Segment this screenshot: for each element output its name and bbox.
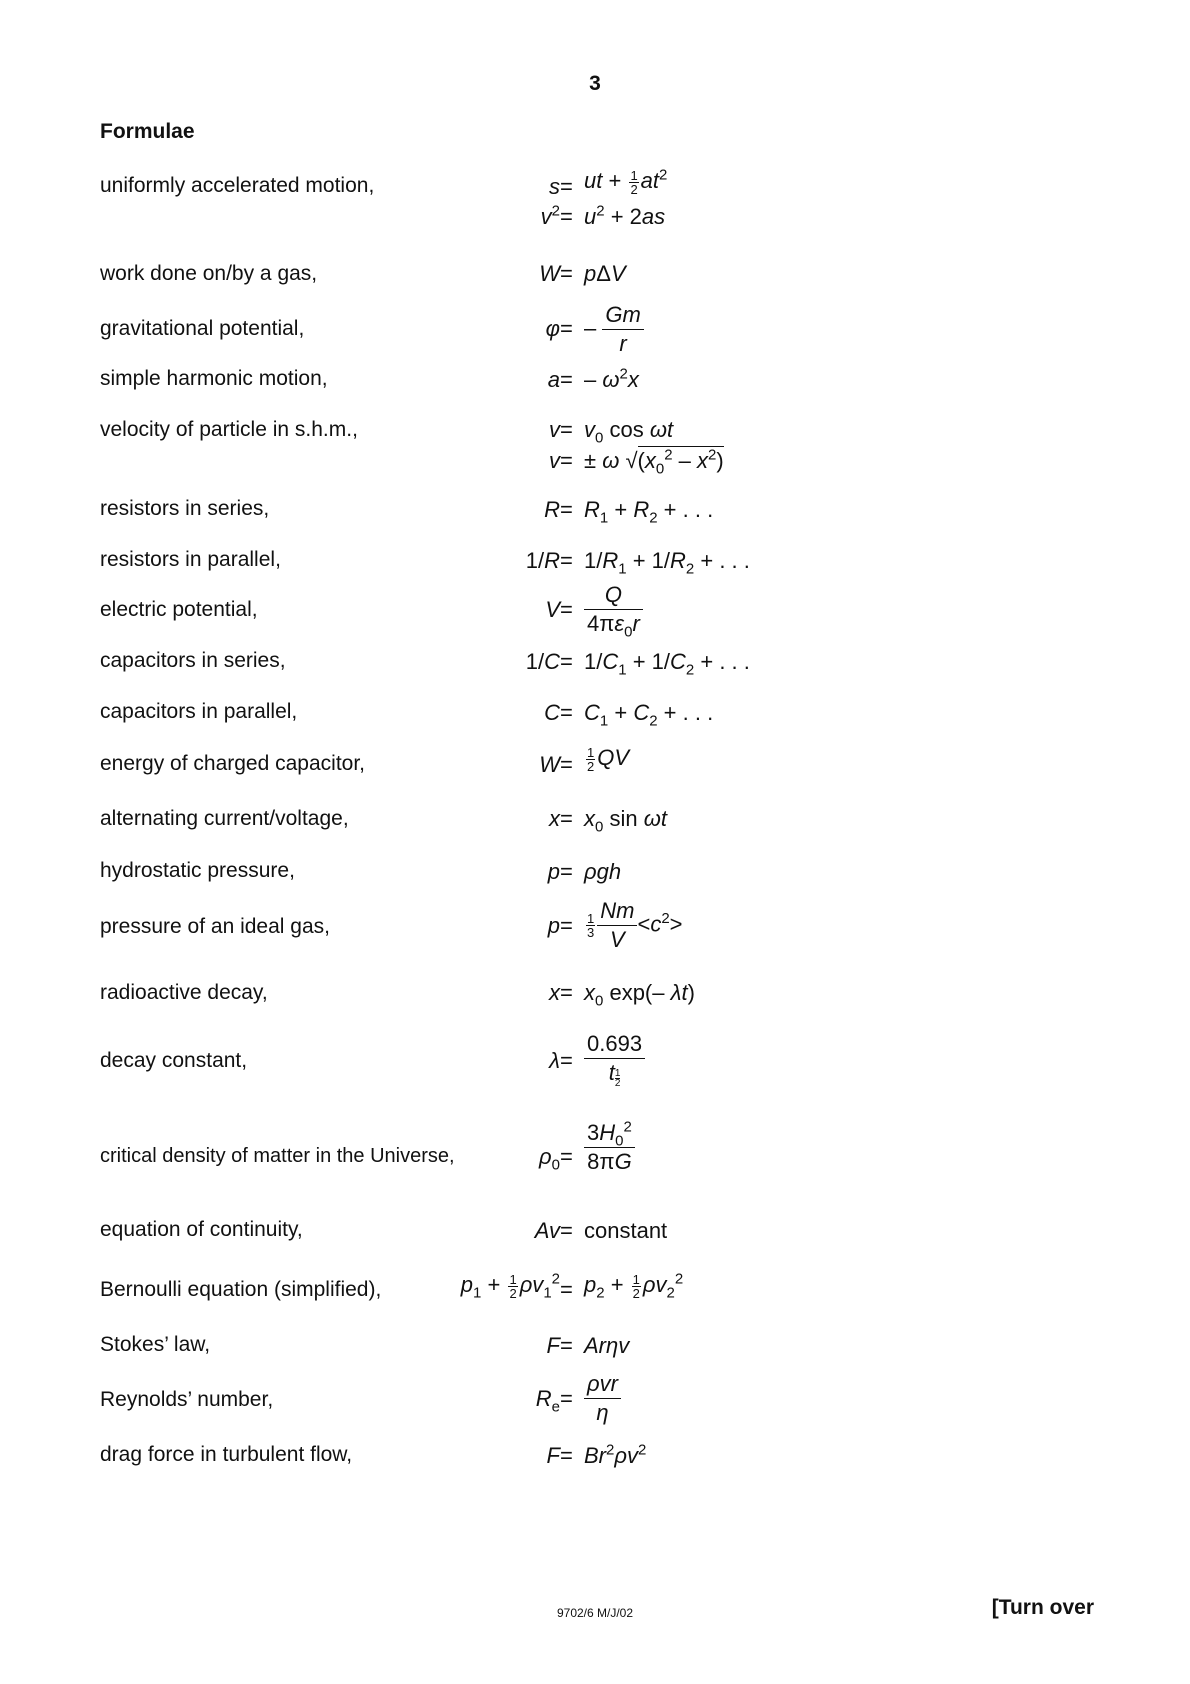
equals-sign: = xyxy=(560,448,573,473)
formula-decay-constant-lhs: λ xyxy=(549,1048,560,1073)
formula-label-capacitor-energy: energy of charged capacitor, xyxy=(100,752,366,775)
formula-alternating-current-lhs: x xyxy=(549,806,560,831)
formula-ideal-gas-pressure-lhs: p xyxy=(547,913,560,938)
formula-label-resistors-series: resistors in series, xyxy=(100,497,270,520)
equals-sign: = xyxy=(560,752,573,777)
formula-label-continuity: equation of continuity, xyxy=(100,1218,303,1241)
formula-gravitational-potential-lhs: φ xyxy=(545,316,560,341)
equals-sign: = xyxy=(560,980,573,1005)
formula-label-shm-velocity: velocity of particle in s.h.m., xyxy=(100,418,358,441)
formula-resistors-series-lhs: R xyxy=(544,497,560,522)
equals-sign: = xyxy=(560,367,573,392)
equals-sign: = xyxy=(560,497,573,522)
equals-sign: = xyxy=(560,1333,573,1358)
formula-shm-velocity-rhs-2: ± ω $√(x_0^2 - x^2)$ xyxy=(584,446,724,478)
formula-drag-force-lhs: F xyxy=(546,1443,560,1468)
formula-label-uniform-motion: uniformly accelerated motion, xyxy=(100,174,375,197)
formula-radioactive-decay-lhs: x xyxy=(549,980,560,1005)
formula-label-resistors-parallel: resistors in parallel, xyxy=(100,548,281,571)
formula-drag-force-rhs: $Br^2\rho v^2$ xyxy=(584,1441,647,1468)
formula-reynolds-number-rhs: $\frac{\text{ρvr}}{\eta}$ xyxy=(584,1371,621,1426)
formula-uniform-motion-rhs-2: $u^2 + 2as$ xyxy=(584,202,666,229)
equals-sign: = xyxy=(560,806,573,831)
formula-label-ideal-gas-pressure: pressure of an ideal gas, xyxy=(100,915,330,938)
formula-continuity-rhs: constant xyxy=(584,1218,668,1243)
formula-hydrostatic-pressure-rhs: ρgh xyxy=(584,859,622,884)
formula-gravitational-potential-rhs: – $\frac{Gm}{r}$ xyxy=(584,302,644,357)
formula-resistors-series-rhs: $R_1 + R_2$ + . . . xyxy=(584,497,714,527)
equals-sign: = xyxy=(560,1144,573,1169)
equals-sign: = xyxy=(560,1218,573,1243)
equals-sign: = xyxy=(560,649,573,674)
formula-label-radioactive-decay: radioactive decay, xyxy=(100,981,268,1004)
formula-alternating-current-rhs: $x_0$ sin ωt xyxy=(584,806,667,836)
formula-stokes-law-rhs: Arηv xyxy=(584,1333,630,1358)
formula-label-reynolds-number: Reynolds’ number, xyxy=(100,1388,274,1411)
turn-over-note: [Turn over xyxy=(991,1596,1094,1619)
formula-label-capacitors-series: capacitors in series, xyxy=(100,649,286,672)
page-number: 3 xyxy=(589,72,601,95)
equals-sign: = xyxy=(560,548,573,573)
formula-label-shm: simple harmonic motion, xyxy=(100,367,328,390)
formula-hydrostatic-pressure-lhs: p xyxy=(547,859,560,884)
equals-sign: = xyxy=(560,1277,573,1302)
formula-ideal-gas-pressure-rhs: $\frac{1}{3}$ $\frac{Nm}{V}$ $<c^2>$ xyxy=(587,898,683,952)
equals-sign: = xyxy=(560,417,573,442)
formula-label-drag-force: drag force in turbulent flow, xyxy=(100,1443,353,1466)
formula-shm-rhs: – $\omega^2x$ xyxy=(584,365,639,392)
formula-label-alternating-current: alternating current/voltage, xyxy=(100,807,349,830)
formula-critical-density-rhs: $\frac{3H_0^2}{8\pi G}$ xyxy=(584,1120,635,1175)
formula-electric-potential-lhs: V xyxy=(545,597,560,622)
formula-label-electric-potential: electric potential, xyxy=(100,598,258,621)
page-heading: Formulae xyxy=(100,120,195,143)
formula-label-work-done: work done on/by a gas, xyxy=(100,262,318,285)
equals-sign: = xyxy=(560,859,573,884)
formula-continuity-lhs: Av xyxy=(534,1218,560,1243)
equals-sign: = xyxy=(560,1443,573,1468)
formula-work-done-rhs: pΔV xyxy=(584,261,626,286)
formula-label-stokes-law: Stokes’ law, xyxy=(100,1333,211,1356)
formula-stokes-law-lhs: F xyxy=(546,1333,560,1358)
formula-shm-velocity-lhs-2: v xyxy=(549,448,560,473)
footer-code: 9702/6 M/J/02 xyxy=(556,1606,634,1620)
formula-decay-constant-rhs: 0.693 t $\frac{1}{2}$ xyxy=(584,1031,645,1088)
formula-label-hydrostatic-pressure: hydrostatic pressure, xyxy=(100,859,295,882)
formula-label-gravitational-potential: gravitational potential, xyxy=(100,317,305,340)
formula-capacitors-parallel-lhs: C xyxy=(544,700,560,725)
formula-capacitors-series-rhs: $1/C_1 + 1/C_2$ + . . . xyxy=(584,649,750,679)
formula-capacitor-energy-rhs: $\frac{1}{2}$ QV xyxy=(587,744,630,774)
formula-bernoulli-lhs: $p_1$ + $\frac{1}{2}$ $\rho v_1^2$ xyxy=(460,1270,560,1302)
formula-critical-density-lhs: $\rho_0$ xyxy=(539,1144,560,1174)
equals-sign: = xyxy=(560,204,573,229)
formula-bernoulli-rhs: $p_2$ + $\frac{1}{2}$ $\rho v_2^2$ xyxy=(584,1270,684,1302)
equals-sign: = xyxy=(560,1048,573,1073)
formula-resistors-parallel-rhs: $1/R_1 + 1/R_2$ + . . . xyxy=(584,548,750,578)
formula-electric-potential-rhs: $\frac{Q}{4\pi\varepsilon_0r}$ xyxy=(584,582,643,637)
formula-label-capacitors-parallel: capacitors in parallel, xyxy=(100,700,298,723)
formula-label-bernoulli: Bernoulli equation (simplified), xyxy=(100,1278,382,1301)
equals-sign: = xyxy=(560,913,573,938)
formula-uniform-motion-lhs-2: $v^2$ xyxy=(540,202,560,229)
formula-reynolds-number-lhs: $R_e$ xyxy=(535,1386,560,1416)
formula-uniform-motion-lhs-1: s xyxy=(549,174,560,199)
formula-resistors-parallel-lhs: 1/R xyxy=(525,548,560,573)
equals-sign: = xyxy=(560,700,573,725)
formula-uniform-motion-rhs-1: ut + $\frac{1}{2}$ $at^2$ xyxy=(584,166,668,197)
formula-shm-velocity-lhs-1: v xyxy=(549,417,560,442)
formula-shm-velocity-rhs-1: $v_0$ cos ωt xyxy=(584,417,674,447)
formula-work-done-lhs: W xyxy=(539,261,560,286)
formula-radioactive-decay-rhs: $x_0$ exp(– λt) xyxy=(584,980,695,1010)
formula-capacitors-parallel-rhs: $C_1 + C_2$ + . . . xyxy=(584,700,714,730)
equals-sign: = xyxy=(560,174,573,199)
equals-sign: = xyxy=(560,316,573,341)
equals-sign: = xyxy=(560,597,573,622)
formula-capacitors-series-lhs: 1/C xyxy=(525,649,560,674)
equals-sign: = xyxy=(560,1386,573,1411)
formula-label-decay-constant: decay constant, xyxy=(100,1049,248,1072)
formula-capacitor-energy-lhs: W xyxy=(539,752,560,777)
formula-label-critical-density: critical density of matter in the Universe, xyxy=(100,1145,455,1167)
formula-shm-lhs: a xyxy=(547,367,560,392)
equals-sign: = xyxy=(560,261,573,286)
